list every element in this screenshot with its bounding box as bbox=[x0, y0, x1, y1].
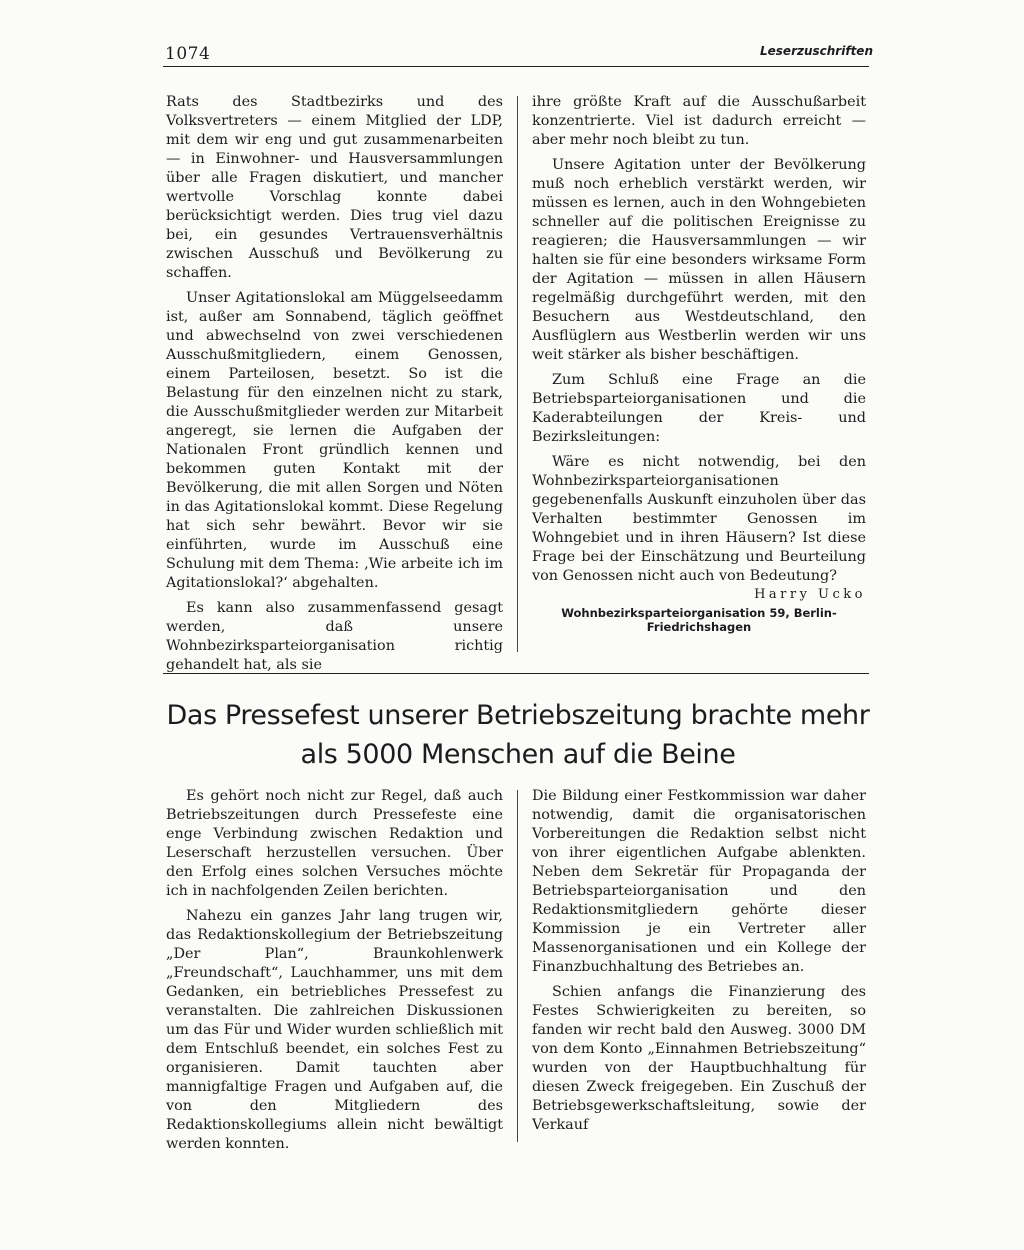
paragraph: Schien anfangs die Finanzierung des Festes Schwierigkeiten zu bereiten, so fanden wir recht bald den Ausweg. 3000 DM von dem Konto „Einnahmen Betriebszeitung“ wurden von der Hauptbuchhaltung für diesen Zweck freigegeben. Ein Zuschuß der Betriebsgewerkschaftsleitung, sowie der Verkauf bbox=[532, 984, 866, 1133]
column-divider bbox=[517, 790, 518, 1142]
paragraph: Rats des Stadtbezirks und des Volksvertreters — einem Mitglied der LDP, mit dem wir eng und gut zusammenarbeiten — in Einwohner- und Hausversammlungen über alle Fragen diskutiert, und mancher wertvolle Vorschlag konnte dabei berücksichtigt werden. Dies trug viel dazu bei, ein gesundes Vertrauensverhältnis zwischen Ausschuß und Bevölkerung zu schaffen. bbox=[166, 94, 503, 281]
article-headline: Das Pressefest unserer Betriebszeitung brachte mehr als 5000 Menschen auf die Beine bbox=[166, 700, 870, 770]
author-affiliation: Wohnbezirksparteiorganisation 59, Berlin-Friedrichshagen bbox=[561, 606, 837, 634]
paragraph: Zum Schluß eine Frage an die Betriebsparteiorganisationen und die Kaderabteilungen der Kreis- und Bezirksleitungen: bbox=[532, 372, 866, 445]
paragraph: Es gehört noch nicht zur Regel, daß auch Betriebszeitungen durch Pressefeste eine enge Verbindung zwischen Redaktion und Leserschaft herzustellen versuchen. Über den Erfolg eines solchen Versuches möchte ich in nachfolgenden Zeilen berichten. bbox=[166, 788, 503, 899]
paragraph: Die Bildung einer Festkommission war daher notwendig, damit die organisatorischen Vorbereitungen die Redaktion selbst nicht von ihrer eigentlichen Aufgabe ablenkten. Neben dem Sekretär für Propaganda der Betriebsparteiorganisation und den Redaktionsmitgliedern gehörte dieser Kommission je ein Vertreter aller Massenorganisationen und ein Kollege der Finanzbuchhaltung des Betriebes an. bbox=[532, 788, 866, 975]
paragraph: Unsere Agitation unter der Bevölkerung muß noch erheblich verstärkt werden, wir müssen es lernen, auch in den Wohngebieten schneller auf die politischen Ereignisse zu reagieren; die Hausversammlungen — wir halten sie für eine besonders wirksame Form der Agitation — müssen in allen Häusern regelmäßig durchgeführt werden, mit den Besuchern aus Westdeutschland, den Ausflüglern aus Westberlin werden wir uns weit stärker als bisher beschäftigen. bbox=[532, 157, 866, 363]
section-label: Leserzuschriften bbox=[760, 44, 873, 58]
paragraph: Nahezu ein ganzes Jahr lang trugen wir, das Redaktionskollegium der Betriebszeitung „Der Plan“, Braunkohlenwerk „Freundschaft“, Lauchhammer, uns mit dem Gedanken, ein betriebliches Pressefest zu veranstalten. Die zahlreichen Diskussionen um das Für und Wider wurden schließlich mit dem Entschluß beendet, ein solches Fest zu organisieren. Damit tauchten aber mannigfaltige Fragen und Aufgaben auf, die von den Mitgliedern des Redaktionskollegiums allein nicht bewältigt werden konnten. bbox=[166, 908, 503, 1152]
paragraph: Wäre es nicht notwendig, bei den Wohnbezirksparteiorganisationen gegebenenfalls Auskunft einzuholen über das Verhalten bestimmter Genossen im Wohngebiet und in ihren Häusern? Ist diese Frage bei der Einschätzung und Beurteilung von Genossen nicht auch von Bedeutung? bbox=[532, 454, 866, 584]
article-left-column bbox=[166, 787, 503, 1154]
article-right-column bbox=[532, 787, 866, 1135]
article-rule bbox=[163, 673, 869, 674]
header-rule bbox=[163, 66, 869, 67]
paragraph: ihre größte Kraft auf die Ausschußarbeit konzentrierte. Viel ist dadurch erreicht — aber mehr noch bleibt zu tun. bbox=[532, 94, 866, 148]
page-number: 1074 bbox=[165, 44, 211, 64]
author-signature: Harry Ucko bbox=[754, 587, 866, 602]
letter-left-column bbox=[166, 93, 503, 675]
paragraph: Es kann also zusammenfassend gesagt werden, daß unsere Wohnbezirksparteiorganisation richtig gehandelt hat, als sie bbox=[166, 600, 503, 673]
column-divider bbox=[517, 96, 518, 652]
letter-right-column bbox=[532, 93, 866, 634]
paragraph: Unser Agitationslokal am Müggelseedamm ist, außer am Sonnabend, täglich geöffnet und abwechselnd von zwei verschiedenen Ausschußmitgliedern, einem Genossen, einem Parteilosen, besetzt. So ist die Belastung für den einzelnen nicht zu stark, die Ausschußmitglieder werden zur Mitarbeit angeregt, sie lernen die Aufgaben der Nationalen Front gründlich kennen und bekommen guten Kontakt mit der Bevölkerung, die mit allen Sorgen und Nöten in das Agitationslokal kommt. Diese Regelung hat sich sehr bewährt. Bevor wir sie einführten, wurde im Ausschuß eine Schulung mit dem Thema: ‚Wie arbeite ich im Agitationslokal?‘ abgehalten. bbox=[166, 290, 503, 591]
